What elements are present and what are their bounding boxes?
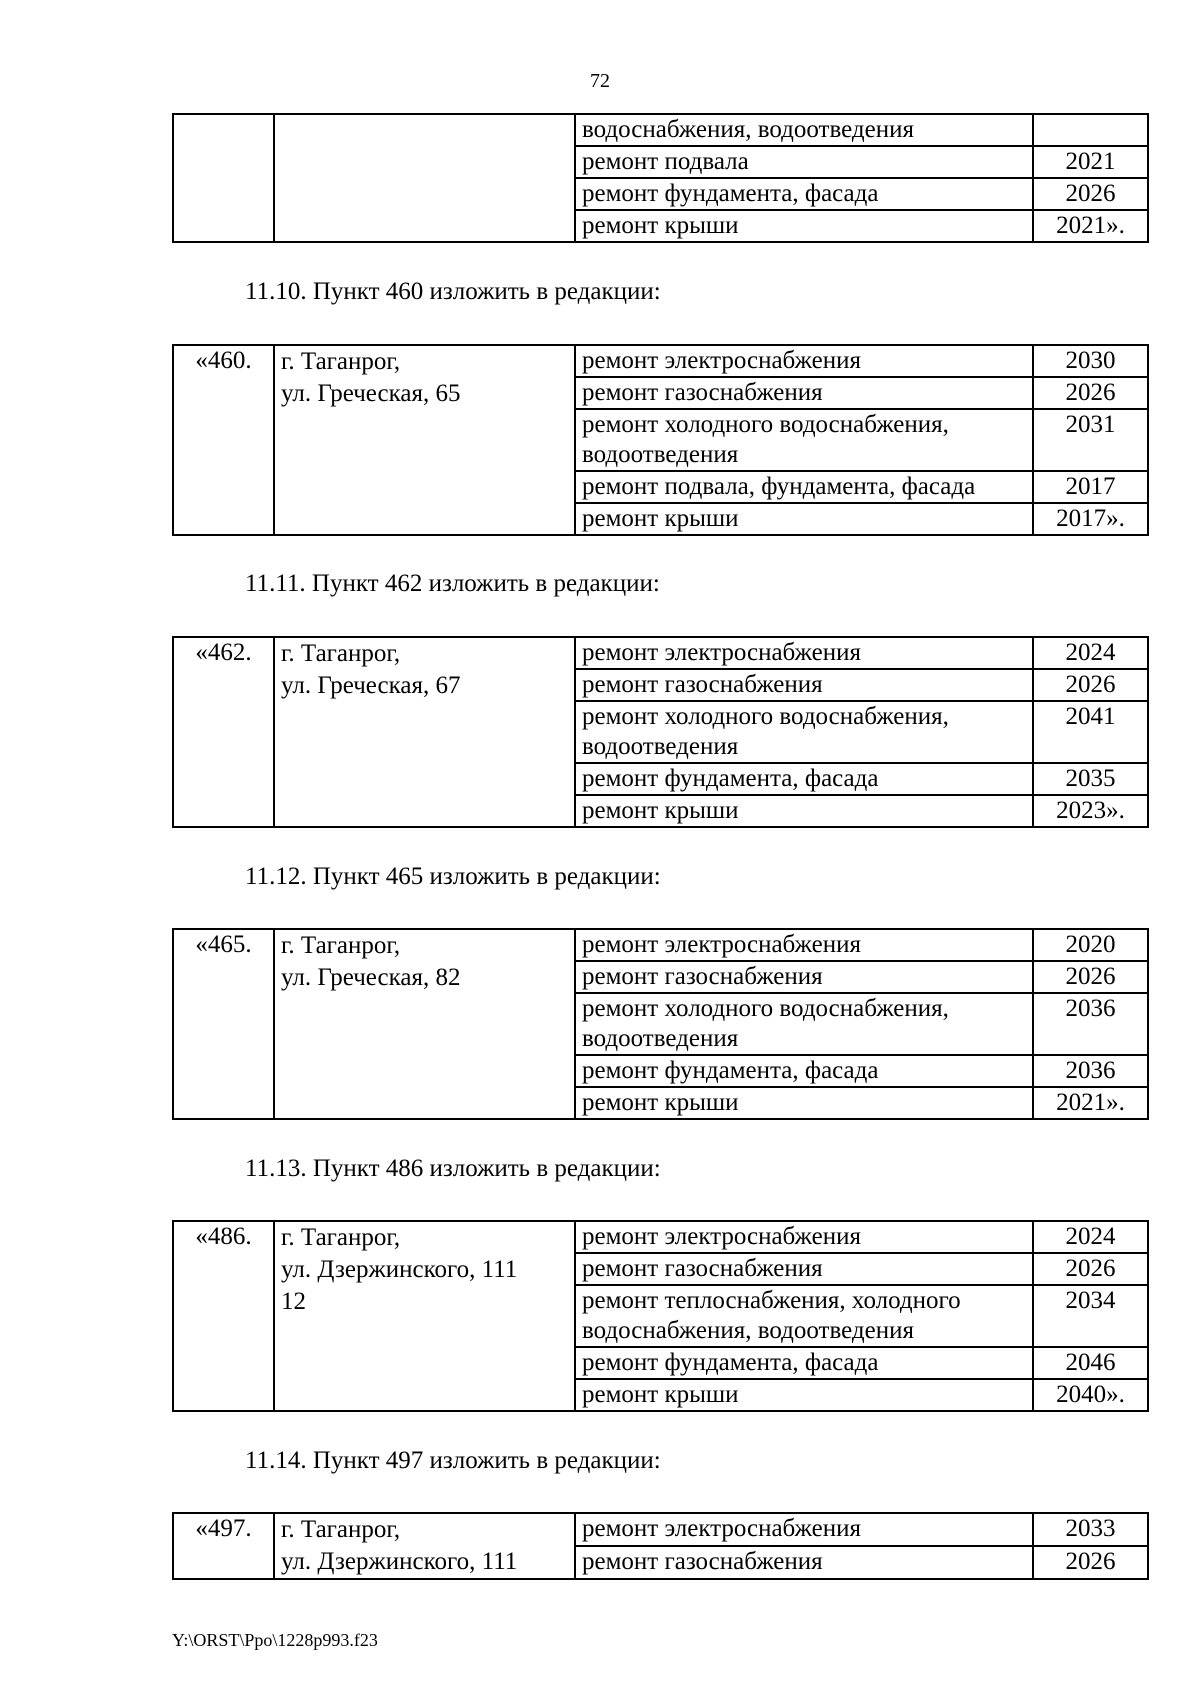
year-text: 2034	[1065, 1287, 1116, 1314]
work-line: ремонт крыши	[582, 505, 739, 532]
address-line: 12	[281, 1288, 306, 1315]
address-cell	[274, 1513, 575, 1579]
address-cell	[274, 1221, 575, 1411]
work-line: ремонт электроснабжения	[582, 1515, 861, 1542]
year-text: 2024	[1065, 1223, 1116, 1250]
year-text: 2026	[1065, 671, 1116, 698]
work-line: ремонт электроснабжения	[582, 347, 861, 374]
page-number: 72	[590, 70, 610, 92]
year-cell	[1033, 1221, 1148, 1253]
work-line: ремонт крыши	[582, 1381, 739, 1408]
work-line: водоотведения	[582, 733, 739, 760]
item-number: «460.	[195, 347, 252, 374]
repair-table	[172, 928, 1149, 1120]
year-cell	[1033, 1285, 1148, 1347]
year-text: 2041	[1065, 703, 1116, 730]
repair-table	[172, 636, 1149, 828]
year-text: 2030	[1065, 347, 1116, 374]
address-line: г. Таганрог,	[281, 348, 401, 375]
year-cell	[1033, 1087, 1148, 1119]
year-text: 2035	[1065, 765, 1116, 792]
work-cell	[575, 1513, 1033, 1546]
item-number: «465.	[195, 931, 252, 958]
year-cell	[1033, 795, 1148, 827]
work-line: ремонт холодного водоснабжения,	[582, 995, 949, 1022]
work-cell	[575, 1087, 1033, 1119]
work-cell	[575, 146, 1033, 178]
work-cell	[575, 1221, 1033, 1253]
year-text: 2024	[1065, 639, 1116, 666]
work-line: ремонт газоснабжения	[582, 963, 823, 990]
work-line: ремонт электроснабжения	[582, 1223, 861, 1250]
work-line: ремонт электроснабжения	[582, 931, 861, 958]
address-line: ул. Греческая, 82	[281, 964, 461, 991]
year-cell	[1033, 409, 1148, 471]
year-text: 2040».	[1056, 1381, 1125, 1408]
address-line: г. Таганрог,	[281, 1516, 401, 1543]
year-cell	[1033, 1347, 1148, 1379]
work-text: ремонт фундамента, фасада	[582, 180, 879, 207]
year-cell	[1033, 763, 1148, 795]
section-heading: 11.11. Пункт 462 изложить в редакции:	[245, 570, 660, 597]
address-line: г. Таганрог,	[281, 932, 401, 959]
work-cell	[575, 669, 1033, 701]
year-cell	[1033, 1055, 1148, 1087]
year-cell	[1033, 961, 1148, 993]
work-line: водоснабжения, водоотведения	[582, 1317, 914, 1344]
table-row	[173, 114, 1148, 146]
year-text: 2026	[1065, 1255, 1116, 1282]
work-line: ремонт холодного водоснабжения,	[582, 703, 949, 730]
work-cell	[575, 114, 1033, 146]
work-cell	[575, 1285, 1033, 1347]
address-line: г. Таганрог,	[281, 640, 401, 667]
work-cell	[575, 1379, 1033, 1411]
year-text: 2026	[1065, 379, 1116, 406]
address-line: ул. Дзержинского, 111	[281, 1256, 518, 1283]
work-line: ремонт электроснабжения	[582, 639, 861, 666]
year-cell	[1033, 178, 1148, 210]
repair-table	[172, 1512, 1149, 1580]
work-line: ремонт крыши	[582, 797, 739, 824]
work-cell	[575, 701, 1033, 763]
year-text: 2046	[1065, 1349, 1116, 1376]
address-line: г. Таганрог,	[281, 1224, 401, 1251]
year-text: 2026	[1065, 180, 1116, 207]
work-line: ремонт фундамента, фасада	[582, 765, 879, 792]
section-heading: 11.12. Пункт 465 изложить в редакции:	[245, 863, 661, 890]
repair-table-body	[173, 1513, 1148, 1579]
work-cell	[575, 377, 1033, 409]
continuation-table	[172, 113, 1149, 243]
item-number-cell	[173, 637, 274, 827]
work-text: ремонт подвала	[582, 148, 749, 175]
work-cell	[575, 471, 1033, 503]
address-cell	[274, 345, 575, 535]
table-row	[173, 1513, 1148, 1546]
section-heading: 11.13. Пункт 486 изложить в редакции:	[245, 1155, 661, 1182]
year-text: 2036	[1065, 995, 1116, 1022]
year-text: 2017	[1065, 473, 1116, 500]
year-cell	[1033, 345, 1148, 377]
item-number-cell	[173, 1513, 274, 1579]
year-text: 2017».	[1056, 505, 1125, 532]
work-cell	[575, 637, 1033, 669]
repair-table-body	[173, 345, 1148, 535]
item-number: «486.	[195, 1223, 252, 1250]
year-cell	[1033, 929, 1148, 961]
address-cell	[274, 929, 575, 1119]
address-line: ул. Греческая, 67	[281, 672, 461, 699]
year-cell	[1033, 1379, 1148, 1411]
work-line: водоотведения	[582, 441, 739, 468]
work-cell	[575, 210, 1033, 242]
number-cell	[173, 114, 274, 242]
work-line: ремонт фундамента, фасада	[582, 1057, 879, 1084]
repair-table	[172, 344, 1149, 536]
repair-table-body	[173, 1221, 1148, 1411]
work-text: ремонт крыши	[582, 212, 739, 239]
year-text: 2033	[1065, 1515, 1116, 1542]
work-cell	[575, 1347, 1033, 1379]
year-cell	[1033, 503, 1148, 535]
year-text: 2026	[1065, 963, 1116, 990]
year-text: 2021	[1065, 148, 1116, 175]
work-cell	[575, 345, 1033, 377]
repair-table-body	[173, 637, 1148, 827]
work-cell	[575, 795, 1033, 827]
work-cell	[575, 1253, 1033, 1285]
work-cell	[575, 929, 1033, 961]
work-cell	[575, 178, 1033, 210]
year-text: 2023».	[1056, 797, 1125, 824]
work-cell	[575, 409, 1033, 471]
address-line: ул. Греческая, 65	[281, 380, 461, 407]
year-cell	[1033, 1253, 1148, 1285]
year-text: 2021».	[1056, 212, 1125, 239]
work-cell	[575, 763, 1033, 795]
work-cell	[575, 1055, 1033, 1087]
work-line: водоотведения	[582, 1025, 739, 1052]
year-text: 2021».	[1056, 1089, 1125, 1116]
section-heading: 11.10. Пункт 460 изложить в редакции:	[245, 278, 661, 305]
year-cell	[1033, 210, 1148, 242]
item-number-cell	[173, 1221, 274, 1411]
work-line: ремонт холодного водоснабжения,	[582, 411, 949, 438]
year-cell	[1033, 701, 1148, 763]
work-line: ремонт газоснабжения	[582, 379, 823, 406]
year-cell	[1033, 114, 1148, 146]
work-line: ремонт газоснабжения	[582, 1255, 823, 1282]
work-line: ремонт теплоснабжения, холодного	[582, 1287, 961, 1314]
address-cell	[274, 637, 575, 827]
work-line: ремонт газоснабжения	[582, 671, 823, 698]
work-cell	[575, 961, 1033, 993]
work-line: ремонт фундамента, фасада	[582, 1349, 879, 1376]
year-text: 2026	[1065, 1548, 1116, 1575]
year-cell	[1033, 471, 1148, 503]
section-heading: 11.14. Пункт 497 изложить в редакции:	[245, 1447, 661, 1474]
year-cell	[1033, 637, 1148, 669]
address-cell	[274, 114, 575, 242]
year-cell	[1033, 993, 1148, 1055]
year-cell	[1033, 146, 1148, 178]
file-path-footer: Y:\ORST\Ppo\1228p993.f23	[172, 1630, 378, 1650]
table-row	[173, 1221, 1148, 1253]
item-number: «462.	[195, 639, 252, 666]
work-text: водоснабжения, водоотведения	[582, 116, 914, 143]
work-cell	[575, 993, 1033, 1055]
year-text: 2036	[1065, 1057, 1116, 1084]
work-line: ремонт крыши	[582, 1089, 739, 1116]
year-cell	[1033, 1513, 1148, 1546]
work-line: ремонт газоснабжения	[582, 1548, 823, 1575]
repair-table-body	[173, 929, 1148, 1119]
table-row	[173, 929, 1148, 961]
repair-table	[172, 1220, 1149, 1412]
work-line: ремонт подвала, фундамента, фасада	[582, 473, 976, 500]
work-cell	[575, 1546, 1033, 1579]
work-cell	[575, 503, 1033, 535]
year-text: 2020	[1065, 931, 1116, 958]
table-row	[173, 345, 1148, 377]
item-number: «497.	[195, 1515, 252, 1542]
year-text: 2031	[1065, 411, 1116, 438]
address-line: ул. Дзержинского, 111	[281, 1548, 518, 1575]
table-row	[173, 637, 1148, 669]
year-cell	[1033, 1546, 1148, 1579]
year-cell	[1033, 669, 1148, 701]
continuation-table-body	[173, 114, 1148, 242]
year-cell	[1033, 377, 1148, 409]
item-number-cell	[173, 929, 274, 1119]
item-number-cell	[173, 345, 274, 535]
